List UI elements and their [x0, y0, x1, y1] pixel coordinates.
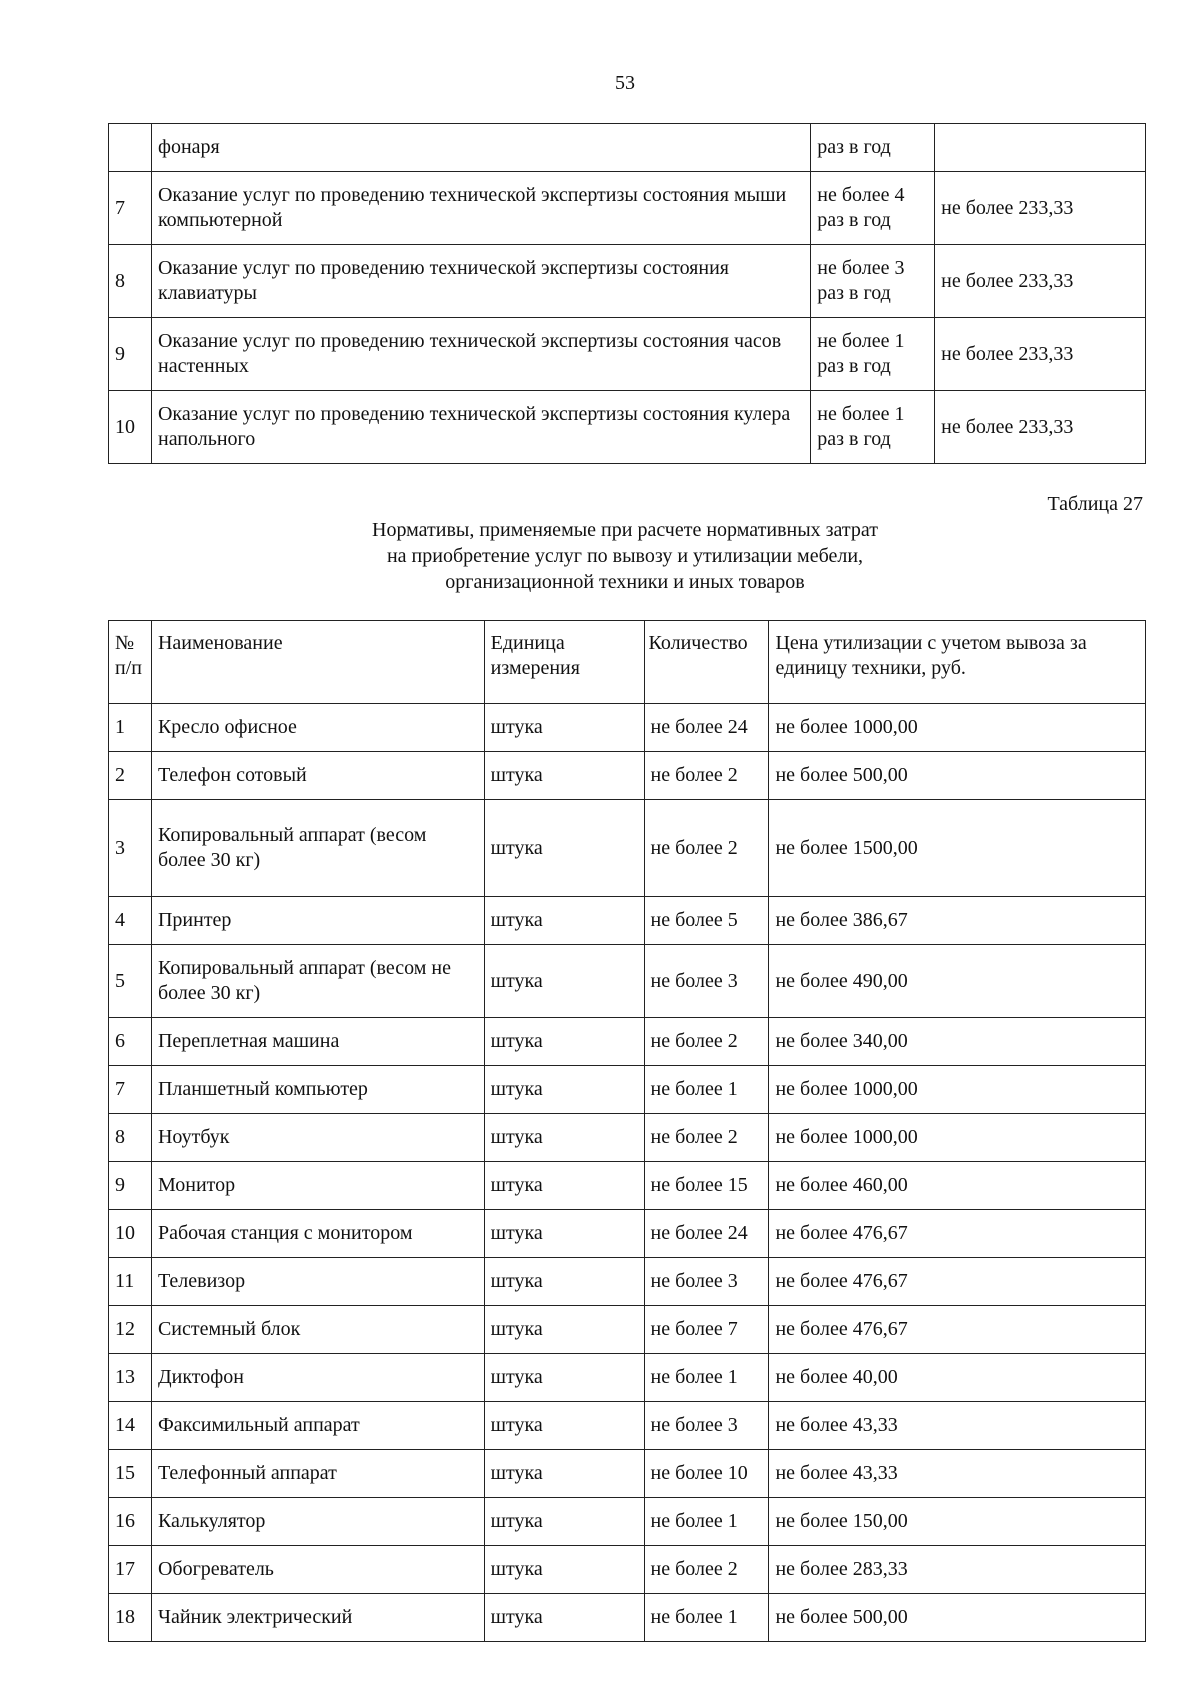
- service-price: не более 233,33: [935, 172, 1146, 245]
- item-name: Телефонный аппарат: [151, 1450, 484, 1498]
- item-unit: штука: [484, 897, 644, 945]
- item-name: Калькулятор: [151, 1498, 484, 1546]
- service-price: не более 233,33: [935, 245, 1146, 318]
- item-quantity: не более 2: [644, 1546, 769, 1594]
- row-number: 4: [109, 897, 152, 945]
- row-number: 17: [109, 1546, 152, 1594]
- item-quantity: не более 10: [644, 1450, 769, 1498]
- item-price: не более 476,67: [769, 1210, 1146, 1258]
- item-price: не более 490,00: [769, 945, 1146, 1018]
- item-name: Копировальный аппарат (весом не более 30 кг): [151, 945, 484, 1018]
- row-number: 14: [109, 1402, 152, 1450]
- item-unit: штука: [484, 1354, 644, 1402]
- item-unit: штука: [484, 1546, 644, 1594]
- item-name: Чайник электрический: [151, 1594, 484, 1642]
- row-number: 15: [109, 1450, 152, 1498]
- item-quantity: не более 3: [644, 945, 769, 1018]
- table-row: [109, 704, 1146, 752]
- table-row: [109, 752, 1146, 800]
- item-unit: штука: [484, 1066, 644, 1114]
- service-frequency: не более 1 раз в год: [811, 318, 935, 391]
- item-unit: штука: [484, 1306, 644, 1354]
- item-unit: штука: [484, 704, 644, 752]
- item-name: Телефон сотовый: [151, 752, 484, 800]
- row-number: 10: [109, 391, 152, 464]
- service-name: Оказание услуг по проведению технической экспертизы состояния клавиатуры: [151, 245, 810, 318]
- row-number: [109, 124, 152, 172]
- item-price: не более 476,67: [769, 1258, 1146, 1306]
- item-unit: штука: [484, 1594, 644, 1642]
- row-number: 7: [109, 1066, 152, 1114]
- item-quantity: не более 3: [644, 1402, 769, 1450]
- row-number: 5: [109, 945, 152, 1018]
- table-row: [109, 800, 1146, 897]
- item-name: Системный блок: [151, 1306, 484, 1354]
- row-number: 10: [109, 1210, 152, 1258]
- item-unit: штука: [484, 752, 644, 800]
- row-number: 2: [109, 752, 152, 800]
- service-price: не более 233,33: [935, 318, 1146, 391]
- item-quantity: не более 1: [644, 1498, 769, 1546]
- item-unit: штука: [484, 1498, 644, 1546]
- item-unit: штука: [484, 800, 644, 897]
- item-price: не более 40,00: [769, 1354, 1146, 1402]
- row-number: 6: [109, 1018, 152, 1066]
- table-row: [109, 897, 1146, 945]
- table-row: [109, 245, 1146, 318]
- item-price: не более 1500,00: [769, 800, 1146, 897]
- service-name: Оказание услуг по проведению технической экспертизы состояния кулера напольного: [151, 391, 810, 464]
- item-quantity: не более 2: [644, 1114, 769, 1162]
- item-name: Рабочая станция с монитором: [151, 1210, 484, 1258]
- item-unit: штука: [484, 1210, 644, 1258]
- row-number: 8: [109, 245, 152, 318]
- item-price: не более 386,67: [769, 897, 1146, 945]
- item-quantity: не более 15: [644, 1162, 769, 1210]
- table-title-line: на приобретение услуг по вывозу и утилизации мебели,: [386, 545, 864, 567]
- item-unit: штука: [484, 1258, 644, 1306]
- item-price: не более 43,33: [769, 1402, 1146, 1450]
- item-name: Обогреватель: [151, 1546, 484, 1594]
- table-row: [109, 1594, 1146, 1642]
- item-name: Ноутбук: [151, 1114, 484, 1162]
- item-name: Копировальный аппарат (весом более 30 кг): [151, 800, 484, 897]
- item-price: не более 460,00: [769, 1162, 1146, 1210]
- table-row: [109, 1066, 1146, 1114]
- service-frequency: не более 1 раз в год: [811, 391, 935, 464]
- service-frequency: не более 3 раз в год: [811, 245, 935, 318]
- service-name: Оказание услуг по проведению технической экспертизы состояния часов настенных: [151, 318, 810, 391]
- row-number: 1: [109, 704, 152, 752]
- item-name: Телевизор: [151, 1258, 484, 1306]
- item-price: не более 500,00: [769, 752, 1146, 800]
- item-name: Монитор: [151, 1162, 484, 1210]
- item-price: не более 150,00: [769, 1498, 1146, 1546]
- item-quantity: не более 3: [644, 1258, 769, 1306]
- item-price: не более 43,33: [769, 1450, 1146, 1498]
- table-title-line: организационной техники и иных товаров: [445, 571, 805, 593]
- item-name: Диктофон: [151, 1354, 484, 1402]
- table-caption: Таблица 27: [1047, 493, 1143, 515]
- table-row: [109, 1354, 1146, 1402]
- item-unit: штука: [484, 1450, 644, 1498]
- item-name: Переплетная машина: [151, 1018, 484, 1066]
- header-num: № п/п: [109, 621, 152, 704]
- table-title: [0, 517, 1200, 595]
- row-number: 9: [109, 318, 152, 391]
- item-quantity: не более 24: [644, 704, 769, 752]
- row-number: 13: [109, 1354, 152, 1402]
- item-name: Факсимильный аппарат: [151, 1402, 484, 1450]
- table-row: [109, 1306, 1146, 1354]
- disposal-norms-table: [108, 620, 1146, 1642]
- row-number: 7: [109, 172, 152, 245]
- row-number: 18: [109, 1594, 152, 1642]
- item-unit: штука: [484, 945, 644, 1018]
- row-number: 11: [109, 1258, 152, 1306]
- services-table-continued: [108, 123, 1146, 464]
- service-name: фонаря: [151, 124, 810, 172]
- item-unit: штука: [484, 1402, 644, 1450]
- item-name: Кресло офисное: [151, 704, 484, 752]
- table-row: [109, 945, 1146, 1018]
- item-price: не более 500,00: [769, 1594, 1146, 1642]
- item-price: не более 340,00: [769, 1018, 1146, 1066]
- table-row: [109, 1114, 1146, 1162]
- item-quantity: не более 1: [644, 1066, 769, 1114]
- item-price: не более 1000,00: [769, 1114, 1146, 1162]
- table-row: [109, 1258, 1146, 1306]
- item-quantity: не более 24: [644, 1210, 769, 1258]
- item-name: Планшетный компьютер: [151, 1066, 484, 1114]
- service-name: Оказание услуг по проведению технической экспертизы состояния мыши компьютерной: [151, 172, 810, 245]
- table-row: [109, 1546, 1146, 1594]
- row-number: 16: [109, 1498, 152, 1546]
- item-price: не более 1000,00: [769, 704, 1146, 752]
- item-name: Принтер: [151, 897, 484, 945]
- header-name: Наименование: [151, 621, 484, 704]
- row-number: 3: [109, 800, 152, 897]
- item-quantity: не более 2: [644, 800, 769, 897]
- item-price: не более 283,33: [769, 1546, 1146, 1594]
- item-quantity: не более 5: [644, 897, 769, 945]
- item-quantity: не более 2: [644, 752, 769, 800]
- table-row: [109, 1162, 1146, 1210]
- row-number: 8: [109, 1114, 152, 1162]
- item-quantity: не более 1: [644, 1354, 769, 1402]
- table-row: [109, 1210, 1146, 1258]
- table-title-line: Нормативы, применяемые при расчете нормативных затрат: [372, 519, 878, 541]
- table-row: [109, 391, 1146, 464]
- service-frequency: не более 4 раз в год: [811, 172, 935, 245]
- row-number: 9: [109, 1162, 152, 1210]
- row-number: 12: [109, 1306, 152, 1354]
- item-price: не более 476,67: [769, 1306, 1146, 1354]
- table-row: [109, 172, 1146, 245]
- table-header-row: [109, 621, 1146, 704]
- item-quantity: не более 1: [644, 1594, 769, 1642]
- service-price: не более 233,33: [935, 391, 1146, 464]
- table-row: [109, 1450, 1146, 1498]
- item-unit: штука: [484, 1162, 644, 1210]
- item-unit: штука: [484, 1018, 644, 1066]
- service-price: [935, 124, 1146, 172]
- item-quantity: не более 7: [644, 1306, 769, 1354]
- table-row: [109, 1402, 1146, 1450]
- header-qty: Количество: [644, 621, 769, 704]
- item-quantity: не более 2: [644, 1018, 769, 1066]
- table-row: [109, 318, 1146, 391]
- page-number: 53: [615, 72, 635, 94]
- service-frequency: раз в год: [811, 124, 935, 172]
- item-price: не более 1000,00: [769, 1066, 1146, 1114]
- item-unit: штука: [484, 1114, 644, 1162]
- table-row: [109, 1018, 1146, 1066]
- table-row: [109, 124, 1146, 172]
- table-row: [109, 1498, 1146, 1546]
- header-price: Цена утилизации с учетом вывоза за единицу техники, руб.: [769, 621, 1146, 704]
- header-unit: Единица измерения: [484, 621, 644, 704]
